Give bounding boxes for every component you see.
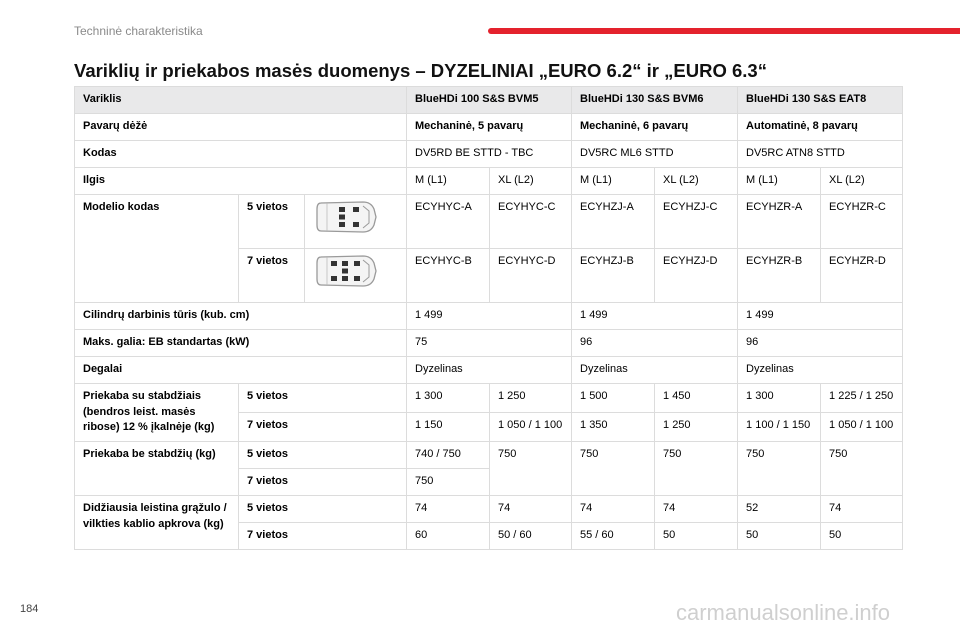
braked-cell: 1 100 / 1 150 <box>738 412 821 441</box>
gearbox-cell: Automatinė, 8 pavarų <box>738 113 903 140</box>
power-cell: 96 <box>738 329 903 356</box>
noseweight-cell: 74 <box>490 496 572 523</box>
noseweight-cell: 50 <box>655 523 738 550</box>
noseweight-cell: 50 <box>738 523 821 550</box>
model-code-cell: ECYHYC-A <box>407 194 490 248</box>
gearbox-cell: Mechaninė, 6 pavarų <box>572 113 738 140</box>
seats-5-label: 5 vietos <box>239 383 407 412</box>
braked-cell: 1 050 / 1 100 <box>490 412 572 441</box>
model-code-cell: ECYHZJ-D <box>655 248 738 302</box>
length-cell: M (L1) <box>407 167 490 194</box>
length-cell: XL (L2) <box>655 167 738 194</box>
table-row-model-code-5 <box>75 194 903 248</box>
fuel-label: Degalai <box>75 356 407 383</box>
table-row-unbraked-5 <box>75 442 903 469</box>
fuel-cell: Dyzelinas <box>572 356 738 383</box>
gearbox-cell: Mechaninė, 5 pavarų <box>407 113 572 140</box>
model-code-cell: ECYHYC-D <box>490 248 572 302</box>
seats-7-label: 7 vietos <box>239 469 407 496</box>
noseweight-cell: 74 <box>572 496 655 523</box>
unbraked-cell: 750 <box>738 442 821 496</box>
noseweight-cell: 50 <box>821 523 903 550</box>
fuel-cell: Dyzelinas <box>407 356 572 383</box>
code-cell: DV5RC ML6 STTD <box>572 140 738 167</box>
table-row-fuel <box>75 356 903 383</box>
model-code-label: Modelio kodas <box>75 194 239 302</box>
power-cell: 96 <box>572 329 738 356</box>
code-cell: DV5RD BE STTD - TBC <box>407 140 572 167</box>
engine-cell: BlueHDi 130 S&S EAT8 <box>738 87 903 114</box>
model-code-cell: ECYHZJ-B <box>572 248 655 302</box>
code-cell: DV5RC ATN8 STTD <box>738 140 903 167</box>
displacement-cell: 1 499 <box>738 302 903 329</box>
displacement-label: Cilindrų darbinis tūris (kub. cm) <box>75 302 407 329</box>
braked-cell: 1 450 <box>655 383 738 412</box>
seats-5-label: 5 vietos <box>239 496 407 523</box>
model-code-cell: ECYHZR-B <box>738 248 821 302</box>
braked-cell: 1 225 / 1 250 <box>821 383 903 412</box>
braked-cell: 1 250 <box>655 412 738 441</box>
braked-cell: 1 350 <box>572 412 655 441</box>
length-cell: M (L1) <box>738 167 821 194</box>
engine-spec-table <box>74 86 903 550</box>
table-row-power <box>75 329 903 356</box>
model-code-cell: ECYHZJ-A <box>572 194 655 248</box>
seat-layout-5-cell <box>305 194 407 248</box>
length-cell: XL (L2) <box>490 167 572 194</box>
model-code-cell: ECYHYC-C <box>490 194 572 248</box>
unbraked-cell: 750 <box>407 469 490 496</box>
braked-cell: 1 150 <box>407 412 490 441</box>
model-code-cell: ECYHZR-D <box>821 248 903 302</box>
table-row-code <box>75 140 903 167</box>
code-label: Kodas <box>75 140 407 167</box>
unbraked-cell: 740 / 750 <box>407 442 490 469</box>
watermark: carmanualsonline.info <box>676 600 891 625</box>
noseweight-cell: 52 <box>738 496 821 523</box>
table-row-braked-5 <box>75 383 903 412</box>
braked-cell: 1 500 <box>572 383 655 412</box>
table-row-noseweight-5 <box>75 496 903 523</box>
unbraked-cell: 750 <box>572 442 655 496</box>
van-5-seats-icon <box>313 197 383 237</box>
unbraked-cell: 750 <box>821 442 903 496</box>
unbraked-cell: 750 <box>655 442 738 496</box>
header-accent-bar <box>488 28 960 34</box>
seats-5-label: 5 vietos <box>239 194 305 248</box>
table-row-length <box>75 167 903 194</box>
braked-cell: 1 300 <box>407 383 490 412</box>
gearbox-label: Pavarų dėžė <box>75 113 407 140</box>
seats-7-label: 7 vietos <box>239 412 407 441</box>
page-number: 184 <box>20 603 39 615</box>
displacement-cell: 1 499 <box>407 302 572 329</box>
braked-cell: 1 050 / 1 100 <box>821 412 903 441</box>
seats-5-label: 5 vietos <box>239 442 407 469</box>
table-row-displacement <box>75 302 903 329</box>
seat-layout-7-cell <box>305 248 407 302</box>
engine-label: Variklis <box>75 87 407 114</box>
page-title: Variklių ir priekabos masės duomenys – DYZELINIAI „EURO 6.2“ ir „EURO 6.3“ <box>74 60 767 81</box>
seats-7-label: 7 vietos <box>239 248 305 302</box>
noseweight-cell: 74 <box>407 496 490 523</box>
noseweight-cell: 74 <box>821 496 903 523</box>
model-code-cell: ECYHZR-A <box>738 194 821 248</box>
engine-cell: BlueHDi 130 S&S BVM6 <box>572 87 738 114</box>
table-row-engine <box>75 87 903 114</box>
noseweight-cell: 74 <box>655 496 738 523</box>
section-label: Techninė charakteristika <box>74 24 203 38</box>
noseweight-cell: 60 <box>407 523 490 550</box>
length-cell: M (L1) <box>572 167 655 194</box>
braked-cell: 1 300 <box>738 383 821 412</box>
length-cell: XL (L2) <box>821 167 903 194</box>
noseweight-cell: 50 / 60 <box>490 523 572 550</box>
model-code-cell: ECYHZR-C <box>821 194 903 248</box>
noseweight-cell: 55 / 60 <box>572 523 655 550</box>
model-code-cell: ECYHYC-B <box>407 248 490 302</box>
braked-trailer-label: Priekaba su stabdžiais (bendros leist. masės ribose) 12 % įkalnėje (kg) <box>75 383 239 442</box>
power-cell: 75 <box>407 329 572 356</box>
fuel-cell: Dyzelinas <box>738 356 903 383</box>
van-7-seats-icon <box>313 251 383 291</box>
engine-cell: BlueHDi 100 S&S BVM5 <box>407 87 572 114</box>
length-label: Ilgis <box>75 167 407 194</box>
displacement-cell: 1 499 <box>572 302 738 329</box>
table-row-gearbox <box>75 113 903 140</box>
noseweight-label: Didžiausia leistina grąžulo / vilkties kablio apkrova (kg) <box>75 496 239 550</box>
unbraked-cell: 750 <box>490 442 572 496</box>
seats-7-label: 7 vietos <box>239 523 407 550</box>
power-label: Maks. galia: EB standartas (kW) <box>75 329 407 356</box>
unbraked-trailer-label: Priekaba be stabdžių (kg) <box>75 442 239 496</box>
braked-cell: 1 250 <box>490 383 572 412</box>
model-code-cell: ECYHZJ-C <box>655 194 738 248</box>
